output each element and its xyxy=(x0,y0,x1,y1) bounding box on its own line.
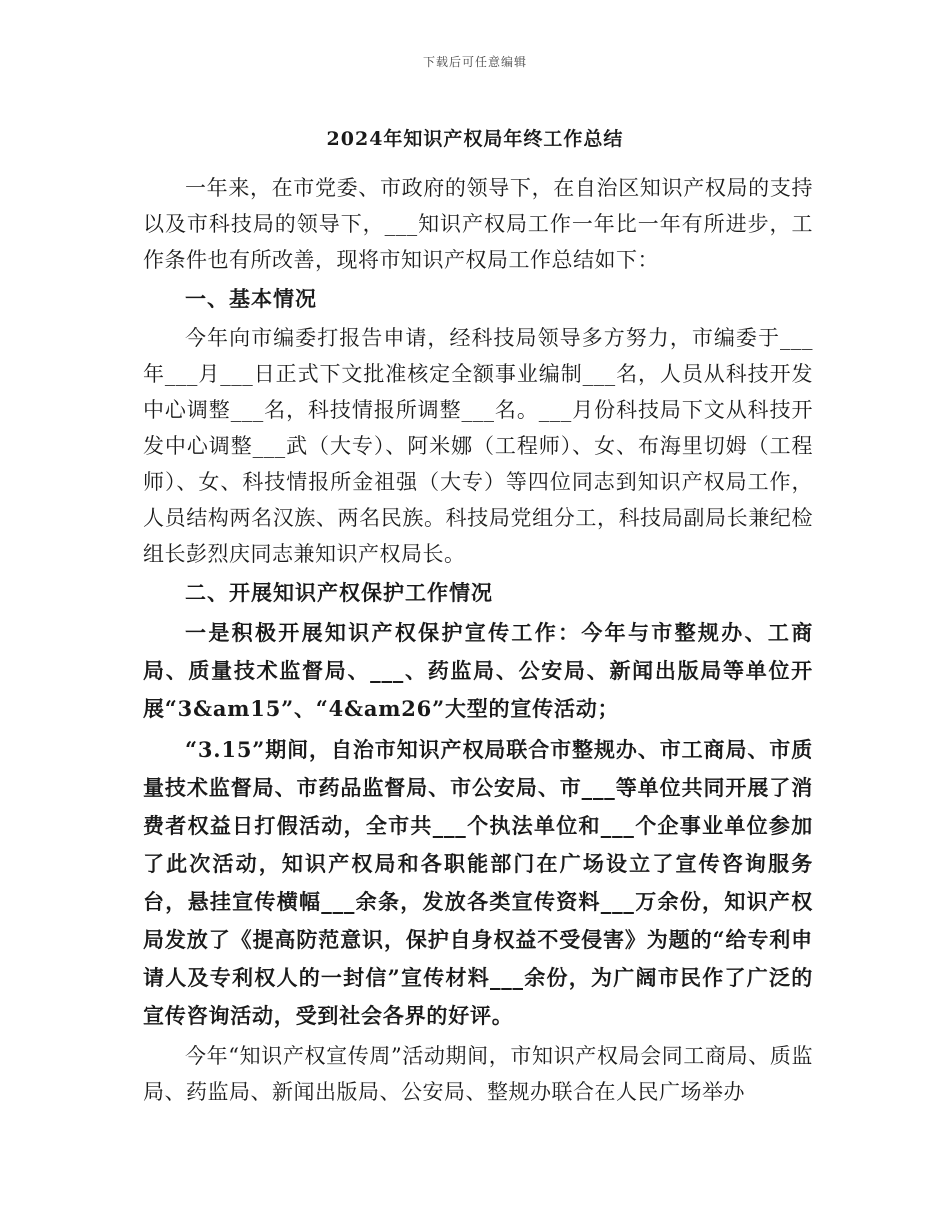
document-title: 2024年知识产权局年终工作总结 xyxy=(326,128,624,150)
basic-situation-paragraph: 今年向市编委打报告申请，经科技局领导多方努力，市编委于___年___月___日正式下文批准核定全额事业编制___名，人员从科技开发中心调整___名，科技情报所调整___名。___月份科技局下文从科技开发中心调整___武（大专）、阿米娜（工程师）、女、布海里切姆（工程师）、女、科技情报所金祖强（大专）等四位同志到知识产权局工作，人员结构两名汉族、两名民族。科技局党组分工，科技局副局长兼纪检组长彭烈庆同志兼知识产权局长。 xyxy=(143,326,813,566)
section-heading-basic-situation: 一、基本情况 xyxy=(185,286,317,311)
consumer-day-paragraph: “3.15”期间，自治市知识产权局联合市整规办、市工商局、市质量技术监督局、市药品监督局、市公安局、市___等单位共同开展了消费者权益日打假活动，全市共___个执法单位和___个企事业单位参加了此次活动，知识产权局和各职能部门在广场设立了宣传咨询服务台，悬挂宣传横幅___余条，发放各类宣传资料___万余份，知识产权局发放了《提高防范意识，保护自身权益不受侵害》为题的“给专利申请人及专利权人的一封信”宣传材料___余份，为广阔市民作了广泛的宣传咨询活动，受到社会各界的好评。 xyxy=(143,737,813,1028)
header-note: 下载后可任意编辑 xyxy=(422,55,527,69)
ip-promotion-paragraph: 一是积极开展知识产权保护宣传工作：今年与市整规办、工商局、质量技术监督局、___、药监局、公安局、新闻出版局等单位开展“3&am15”、“4&am26”大型的宣传活动； xyxy=(143,620,813,721)
section-heading-ip-protection: 二、开展知识产权保护工作情况 xyxy=(185,580,493,605)
intro-paragraph: 一年来，在市党委、市政府的领导下，在自治区知识产权局的支持以及市科技局的领导下，___知识产权局工作一年比一年有所进步，工作条件也有所改善，现将市知识产权局工作总结如下： xyxy=(143,176,813,272)
document-body xyxy=(143,170,813,1110)
ip-week-paragraph: 今年“知识产权宣传周”活动期间，市知识产权局会同工商局、质监局、药监局、新闻出版局、公安局、整规办联合在人民广场举办 xyxy=(143,1044,813,1104)
